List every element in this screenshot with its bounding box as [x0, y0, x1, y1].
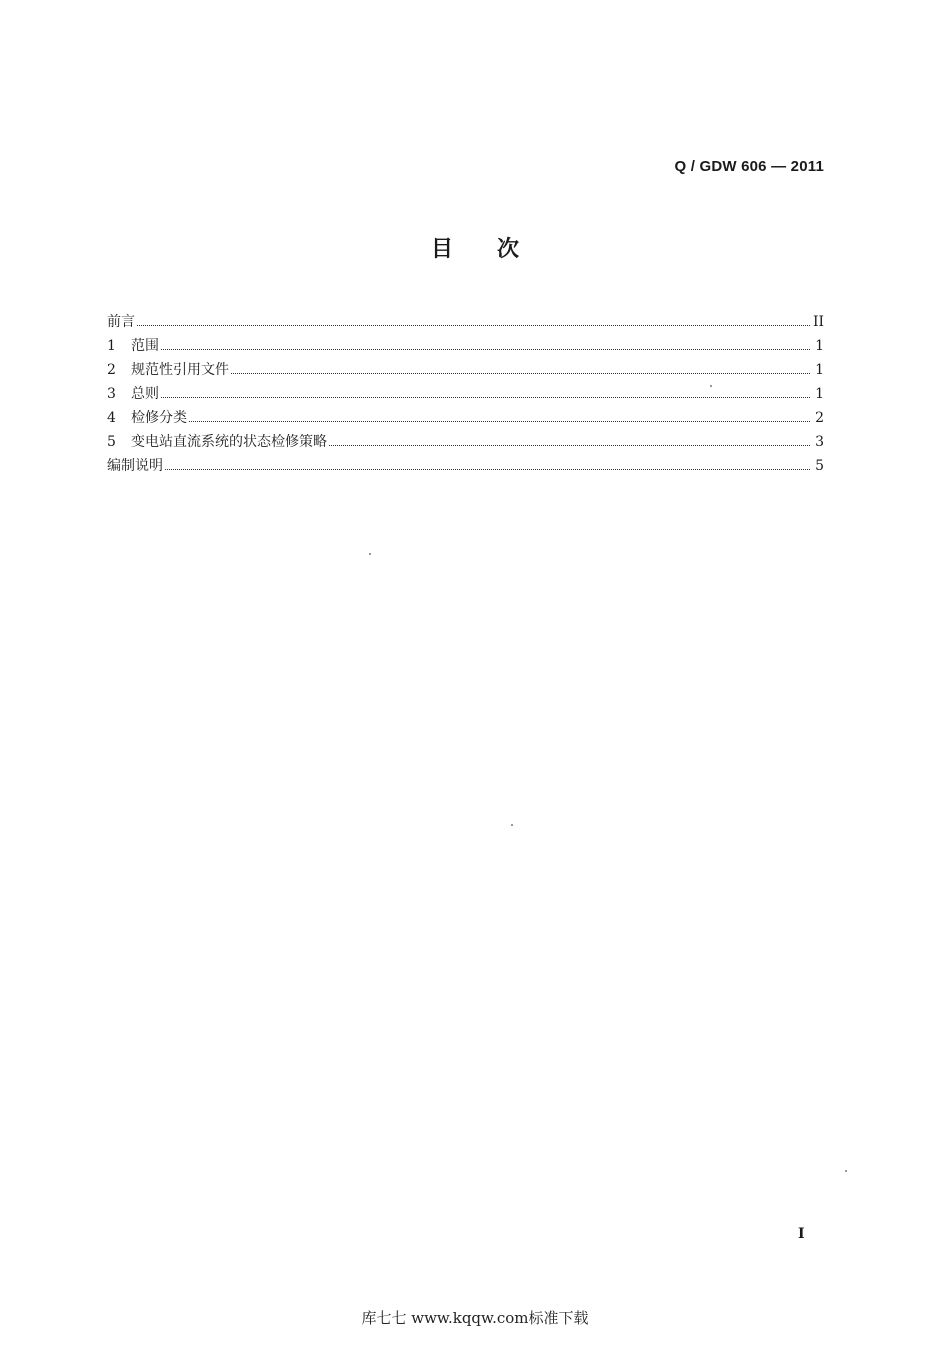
toc-entry-number: 5: [107, 434, 116, 450]
toc-entry-number: 2: [107, 362, 116, 378]
toc-leader-dots: [137, 325, 810, 326]
toc-entry-page: II: [812, 314, 824, 330]
footer-watermark: 库七七 www.kqqw.com标准下载: [361, 1309, 589, 1327]
page-title: 目次: [430, 237, 563, 262]
table-of-contents: [107, 310, 824, 478]
toc-entry-page: 1: [815, 386, 824, 402]
toc-entry-preface[interactable]: [107, 310, 824, 334]
toc-entry-number: 3: [107, 386, 116, 402]
toc-entry-label: 范围: [131, 338, 159, 354]
toc-leader-dots: [165, 469, 810, 470]
toc-entry-scope[interactable]: [107, 334, 824, 358]
toc-entry-label: 规范性引用文件: [131, 362, 229, 378]
toc-entry-general[interactable]: [107, 382, 824, 406]
toc-entry-normative-references[interactable]: [107, 358, 824, 382]
toc-entry-maintenance-strategy[interactable]: [107, 430, 824, 454]
toc-leader-dots: [329, 445, 810, 446]
page-number: I: [798, 1226, 805, 1242]
toc-entry-label: 检修分类: [131, 410, 187, 426]
toc-leader-dots: [161, 397, 810, 398]
scan-speck: [845, 1170, 847, 1172]
toc-entry-label: 编制说明: [107, 458, 163, 474]
toc-entry-label: 变电站直流系统的状态检修策略: [131, 434, 327, 450]
scan-speck: [710, 385, 712, 387]
toc-leader-dots: [189, 421, 810, 422]
scan-speck: [511, 824, 513, 826]
toc-entry-page: 1: [815, 338, 824, 354]
toc-leader-dots: [231, 373, 810, 374]
toc-entry-number: 1: [107, 338, 116, 354]
scan-speck: [369, 553, 371, 555]
toc-entry-compilation-notes[interactable]: [107, 454, 824, 478]
document-code: Q / GDW 606 — 2011: [674, 158, 824, 175]
toc-entry-page: 3: [815, 434, 824, 450]
toc-entry-label: 前言: [107, 314, 135, 330]
toc-entry-number: 4: [107, 410, 116, 426]
toc-entry-label: 总则: [131, 386, 159, 402]
toc-entry-page: 5: [815, 458, 824, 474]
toc-entry-page: 1: [815, 362, 824, 378]
toc-entry-page: 2: [815, 410, 824, 426]
toc-entry-maintenance-classification[interactable]: [107, 406, 824, 430]
toc-leader-dots: [161, 349, 810, 350]
